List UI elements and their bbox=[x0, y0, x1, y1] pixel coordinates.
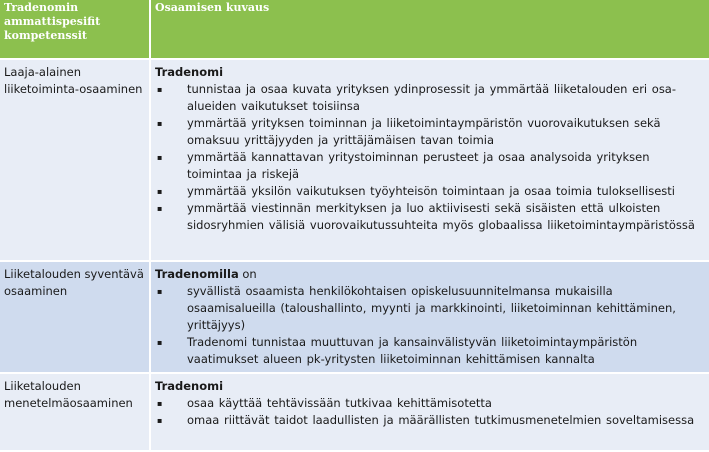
list-item: ▪ ymmärtää viestinnän merkityksen ja luo aktiivisesti sekä sisäisten että ulkoisten sidosryhmien välisiä vuorovaikutussuhteita myös globaalissa liiketoimintaympäristössä bbox=[157, 201, 695, 232]
list-item: ▪ ymmärtää yksilön vaikutuksen työyhteisön toimintaan ja osaa toimia tuloksellisesti bbox=[157, 184, 675, 198]
competence-description bbox=[150, 59, 709, 261]
bullet-icon: ▪ bbox=[157, 85, 163, 94]
list-item: ▪ osaa käyttää tehtävissään tutkivaa kehittämisotetta bbox=[157, 396, 492, 410]
description-list bbox=[155, 395, 705, 429]
header-competences: Tradenomin ammattispesifit kompetenssit bbox=[0, 0, 150, 59]
competence-area: Liiketalouden menetelmäosaaminen bbox=[0, 373, 150, 451]
list-item: ▪ Tradenomi tunnistaa muuttuvan ja kansainvälistyvän liiketoimintaympäristön vaatimukset alueen pk-yritysten liiketoiminnan kehittämisen kannalta bbox=[157, 335, 638, 366]
description-lead: Tradenomilla on bbox=[155, 267, 257, 281]
bullet-icon: ▪ bbox=[157, 287, 163, 296]
list-item: ▪ ymmärtää yrityksen toiminnan ja liiketoimintaympäristön vuorovaikutuksen sekä omaksuu yrittäjyyden ja yrittäjämäisen tavan toimia bbox=[157, 116, 661, 147]
competence-description bbox=[150, 261, 709, 373]
bullet-icon: ▪ bbox=[157, 399, 163, 408]
list-item: ▪ omaa riittävät taidot laadullisten ja määrällisten tutkimusmenetelmien soveltamisessa bbox=[157, 413, 695, 427]
bullet-icon: ▪ bbox=[157, 119, 163, 128]
table-row bbox=[0, 373, 709, 451]
list-item: ▪ ymmärtää kannattavan yritystoiminnan perusteet ja osaa analysoida yrityksen toimintaa ja riskejä bbox=[157, 150, 650, 181]
bullet-icon: ▪ bbox=[157, 153, 163, 162]
description-list bbox=[155, 283, 705, 368]
description-list bbox=[155, 81, 705, 234]
table-row bbox=[0, 59, 709, 261]
bullet-icon: ▪ bbox=[157, 416, 163, 425]
competence-description bbox=[150, 373, 709, 451]
header-row bbox=[0, 0, 709, 59]
header-description: Osaamisen kuvaus bbox=[150, 0, 709, 59]
description-lead: Tradenomi bbox=[155, 379, 224, 393]
description-lead: Tradenomi bbox=[155, 65, 224, 79]
bullet-icon: ▪ bbox=[157, 204, 163, 213]
list-item: ▪ tunnistaa ja osaa kuvata yrityksen ydinprosessit ja ymmärtää liiketalouden eri osa-alueiden vaikutukset toisiinsa bbox=[157, 82, 677, 113]
bullet-icon: ▪ bbox=[157, 338, 163, 347]
bullet-icon: ▪ bbox=[157, 187, 163, 196]
list-item: ▪ syvällistä osaamista henkilökohtaisen opiskelusuunnitelmansa mukaisilla osaamisalueilla (taloushallinto, myynti ja markkinointi, liiketoiminnan kehittäminen, yrittäjyys) bbox=[157, 284, 676, 332]
competence-area: Laaja-alainen liiketoiminta-osaaminen bbox=[0, 59, 150, 261]
table-row bbox=[0, 261, 709, 373]
competence-area: Liiketalouden syventävä osaaminen bbox=[0, 261, 150, 373]
